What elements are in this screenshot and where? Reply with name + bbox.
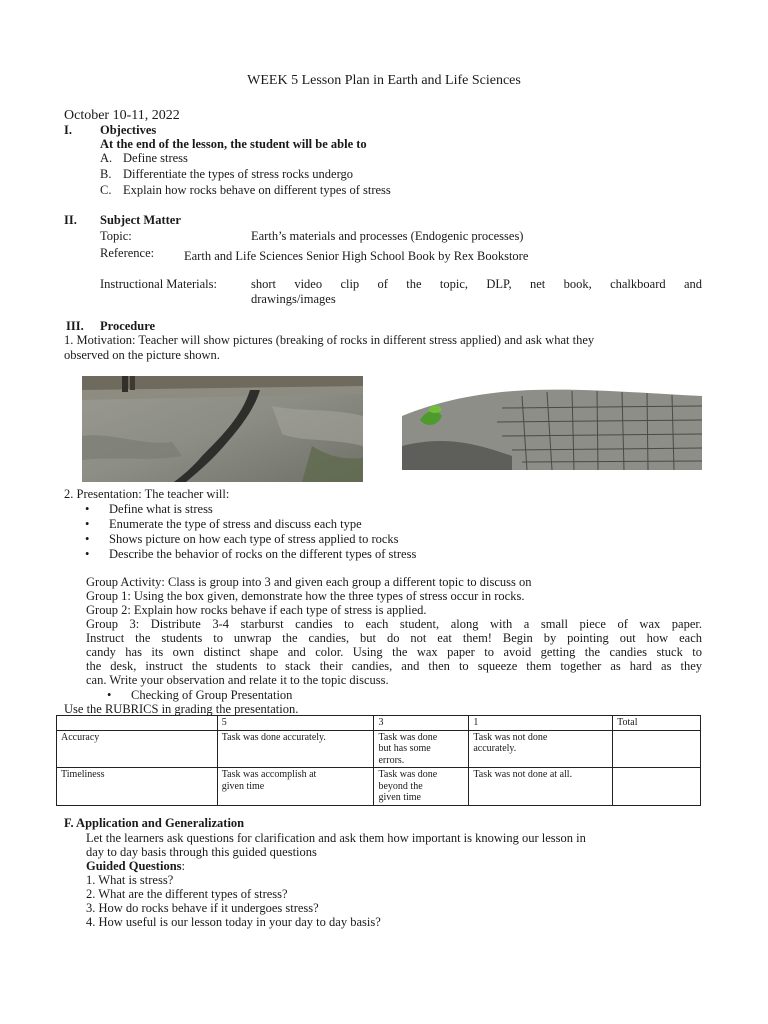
rubric-cell-3: [374, 730, 469, 768]
table-row: [57, 768, 701, 806]
topic-value: Earth’s materials and processes (Endogenic processes): [251, 229, 524, 243]
objectives-numeral: I.: [64, 123, 72, 137]
rubric-cell-5: Task was done accurately.: [217, 730, 374, 768]
application-line-2: day to day basis through this guided questions: [86, 845, 317, 859]
group-3-line-1: Group 3: Distribute 3-4 starburst candies to each student, along with a small piece of wax paper.: [86, 617, 702, 631]
rubric-header-3: 3: [374, 716, 469, 731]
motivation-line-2: observed on the picture shown.: [64, 348, 220, 362]
guided-question-2: 2. What are the different types of stress?: [86, 887, 288, 901]
materials-line-1: short video clip of the topic, DLP, net book, chalkboard and: [251, 277, 702, 291]
objective-b-letter: B.: [100, 167, 112, 181]
objective-a-text: Define stress: [123, 151, 188, 165]
rubric-cell-1: [469, 730, 613, 768]
guided-questions-heading: [86, 859, 185, 873]
rubric-cell-3: [374, 768, 469, 806]
group-3-line-5: can. Write your observation and relate it to the topic discuss.: [86, 673, 389, 687]
rubric-cell-total: [613, 730, 701, 768]
rubric-cell-line: Task was done: [378, 769, 438, 780]
rubric-criterion: Timeliness: [57, 768, 218, 806]
rubric-cell-line: given time: [378, 792, 421, 803]
rubric-cell-total: [613, 768, 701, 806]
reference-label: Reference:: [100, 246, 155, 260]
group-3-line-4: the desk, instruct the students to stack their candies, and then to squeeze them together as hard as they: [86, 659, 702, 673]
rubric-cell-line: Task was accomplish at: [221, 769, 317, 780]
guided-questions-label: Guided Questions: [86, 859, 182, 873]
presentation-bullet-3: • Shows picture on how each type of stress applied to rocks: [109, 532, 399, 546]
rubric-cell-5: [217, 768, 374, 806]
guided-questions-colon: :: [181, 859, 185, 873]
group-1: Group 1: Using the box given, demonstrate how the three types of stress occur in rocks.: [86, 589, 525, 603]
document-title: WEEK 5 Lesson Plan in Earth and Life Sciences: [247, 73, 521, 88]
objectives-intro: At the end of the lesson, the student will be able to: [100, 137, 367, 151]
cracked-rock-photo: [82, 376, 363, 482]
procedure-heading: Procedure: [100, 319, 156, 333]
objective-c-text: Explain how rocks behave on different types of stress: [123, 183, 391, 197]
materials-line-2: drawings/images: [251, 292, 336, 306]
materials-label: Instructional Materials:: [100, 277, 217, 291]
rubric-cell-line: but has some: [378, 743, 431, 754]
lesson-date: October 10-11, 2022: [64, 108, 180, 123]
rubric-cell-line: Task was not done: [473, 731, 548, 743]
application-heading: F. Application and Generalization: [64, 816, 245, 830]
subject-numeral: II.: [64, 213, 77, 227]
rubric-intro: Use the RUBRICS in grading the presentation.: [64, 702, 299, 716]
rubric-header-total: Total: [613, 716, 701, 731]
rubric-header-row: [57, 716, 701, 731]
group-3-line-2: Instruct the students to unwrap the candies, but do not eat them! Begin by pointing out how each: [86, 631, 702, 645]
group-2: Group 2: Explain how rocks behave if each type of stress is applied.: [86, 603, 427, 617]
rubric-cell-1: Task was not done at all.: [469, 768, 613, 806]
objective-a-letter: A.: [100, 151, 113, 165]
fractured-rock-photo: [402, 386, 702, 470]
guided-question-3: 3. How do rocks behave if it undergoes stress?: [86, 901, 319, 915]
rubric-cell-line: accurately.: [473, 743, 517, 754]
group-activity: Group Activity: Class is group into 3 and given each group a different topic to discuss on: [86, 575, 532, 589]
rubric-cell-line: given time: [221, 780, 265, 792]
checking-bullet: • Checking of Group Presentation: [131, 688, 292, 702]
application-line-1: Let the learners ask questions for clarification and ask them how important is knowing our lesson in: [86, 831, 586, 845]
subject-heading: Subject Matter: [100, 213, 181, 227]
reference-value: Earth and Life Sciences Senior High School Book by Rex Bookstore: [184, 249, 529, 263]
group-3-line-3: candy has its own distinct shape and color. Using the wax paper to avoid getting the candies stuck to: [86, 645, 702, 659]
rubric-cell-line: beyond the: [378, 780, 423, 792]
rubric-cell-line: errors.: [378, 754, 405, 766]
rubric-criterion: Accuracy: [57, 730, 218, 768]
motivation-line-1: 1. Motivation: Teacher will show pictures (breaking of rocks in different stress applied) and ask what they: [64, 333, 595, 347]
rubric-header-5: 5: [217, 716, 374, 731]
table-row: [57, 730, 701, 768]
guided-question-1: 1. What is stress?: [86, 873, 174, 887]
rubric-table: [56, 715, 701, 806]
procedure-numeral: III.: [66, 319, 84, 333]
objective-b-text: Differentiate the types of stress rocks undergo: [123, 167, 354, 181]
topic-label: Topic:: [100, 229, 132, 243]
rubric-header-1: 1: [469, 716, 613, 731]
presentation-bullet-2: • Enumerate the type of stress and discuss each type: [109, 517, 362, 531]
rubric-cell-line: Task was done: [378, 731, 438, 743]
objectives-heading: Objectives: [100, 123, 157, 137]
presentation-intro: 2. Presentation: The teacher will:: [64, 487, 230, 501]
presentation-bullet-1: • Define what is stress: [109, 502, 213, 516]
guided-question-4: 4. How useful is our lesson today in your day to day basis?: [86, 915, 381, 929]
presentation-bullet-4: • Describe the behavior of rocks on the different types of stress: [109, 547, 416, 561]
rubric-header-criteria: [57, 716, 218, 731]
objective-c-letter: C.: [100, 183, 112, 197]
